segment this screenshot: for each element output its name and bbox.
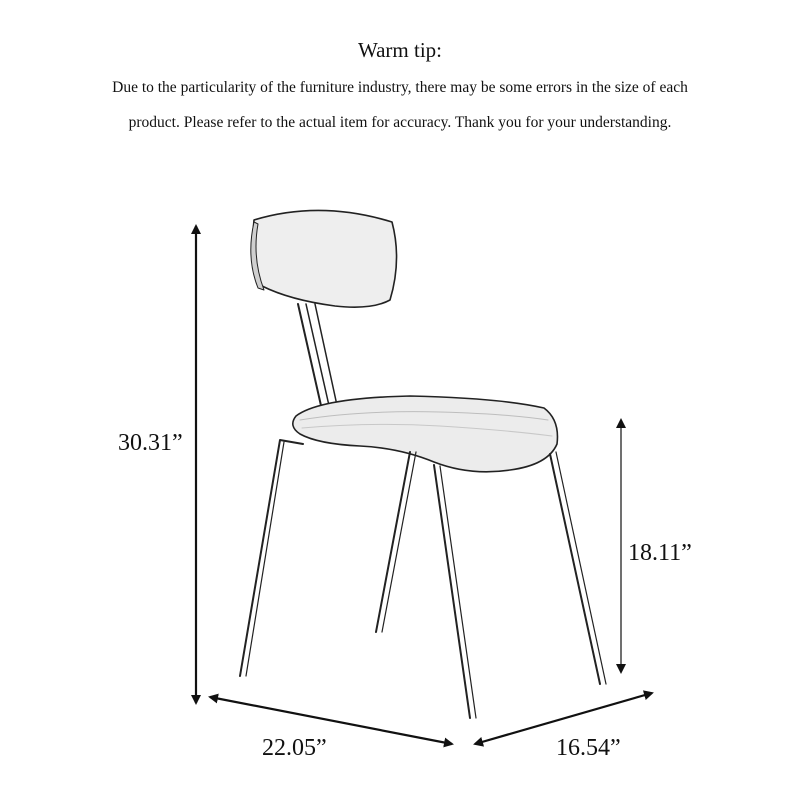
disclaimer-line-2: product. Please refer to the actual item for accuracy. Thank you for your understanding. <box>128 114 672 131</box>
seat-height-label: 18.11” <box>628 540 692 566</box>
warm-tip-title: Warm tip: <box>357 38 443 62</box>
depth-label: 16.54” <box>556 735 621 761</box>
height-label: 30.31” <box>118 430 183 456</box>
width-arrow <box>210 697 452 744</box>
disclaimer-line-1: Due to the particularity of the furniture industry, there may be some errors in the size of each <box>112 79 688 96</box>
chair-drawing <box>240 210 606 718</box>
width-label: 22.05” <box>262 735 327 761</box>
